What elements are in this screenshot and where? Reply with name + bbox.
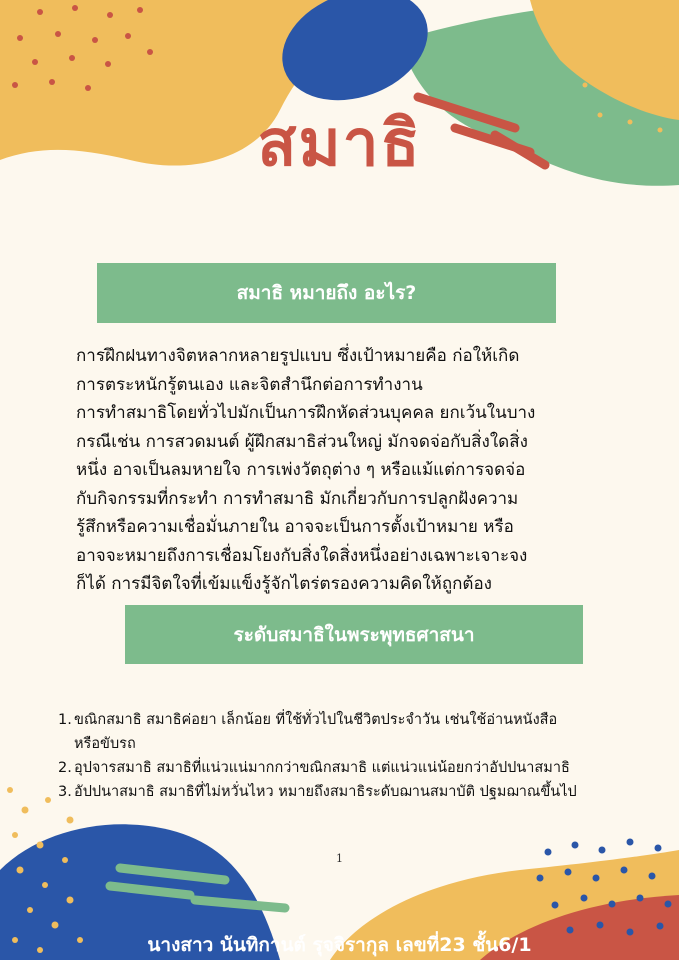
paragraph-line: กรณีเช่น การสวดมนต์ ผู้ฝึกสมาธิส่วนใหญ่ มักจดจ่อกับสิ่งใดสิ่ง <box>76 431 528 452</box>
list-item <box>58 756 658 780</box>
list-item-text: อัปปนาสมาธิ สมาธิที่ไม่หวั่นไหว หมายถึงสมาธิระดับฌานสมาบัติ ปฐมฌาณขึ้นไป <box>74 784 577 800</box>
section-heading-meaning <box>97 263 556 323</box>
paragraph-line: การฝึกฝนทางจิตหลากหลายรูปแบบ ซึ่งเป้าหมายคือ ก่อให้เกิด <box>76 346 520 366</box>
meaning-paragraph <box>76 342 648 599</box>
paragraph-line: กับกิจกรรมที่กระทำ การทำสมาธิ มักเกี่ยวกับการปลูกฝังความ <box>76 488 519 509</box>
list-item-text: อุปจารสมาธิ สมาธิที่แน่วแน่มากกว่าขณิกสมาธิ แต่แน่วแน่น้อยกว่าอัปปนาสมาธิ <box>74 760 570 776</box>
list-item-continuation: หรือขับรถ <box>74 736 136 752</box>
section-heading-label: ระดับสมาธิในพระพุทธศาสนา <box>233 623 475 646</box>
list-item-number: 3. <box>58 784 72 800</box>
paragraph-line: ก็ได้ การมีจิตใจที่เข้มแข็งรู้จักไตร่ตรองความคิดให้ถูกต้อง <box>76 574 492 594</box>
list-item <box>58 708 658 756</box>
paragraph-line: การทำสมาธิโดยทั่วไปมักเป็นการฝึกหัดส่วนบุคคล ยกเว้นในบาง <box>76 403 536 423</box>
list-item-text: ขณิกสมาธิ สมาธิค่อยา เล็กน้อย ที่ใช้ทั่วไปในชีวิตประจำวัน เช่นใช้อ่านหนังสือ <box>74 712 558 728</box>
section-heading-label: สมาธิ หมายถึง อะไร? <box>236 282 417 304</box>
author-footer: นางสาว นันทิกานต์ รุจจิรากุล เลขที่23 ชั้น6/1 <box>147 934 532 956</box>
page-number: 1 <box>336 852 343 865</box>
page-title: สมาธิ <box>257 107 422 181</box>
list-item-number: 2. <box>58 760 72 776</box>
paragraph-line: รู้สึกหรือความเชื่อมั่นภายใน อาจจะเป็นการตั้งเป้าหมาย หรือ <box>76 517 514 537</box>
levels-list <box>58 708 658 804</box>
paragraph-line: การตระหนักรู้ตนเอง และจิตสำนึกต่อการทำงาน <box>76 374 423 395</box>
paragraph-line: อาจจะหมายถึงการเชื่อมโยงกับสิ่งใดสิ่งหนึ่งอย่างเฉพาะเจาะจง <box>76 545 528 566</box>
section-heading-levels <box>125 605 583 664</box>
paragraph-line: หนึ่ง อาจเป็นลมหายใจ การเพ่งวัตถุต่าง ๆ หรือแม้แต่การจดจ่อ <box>76 460 526 480</box>
list-item <box>58 780 658 804</box>
list-item-number: 1. <box>58 712 72 728</box>
